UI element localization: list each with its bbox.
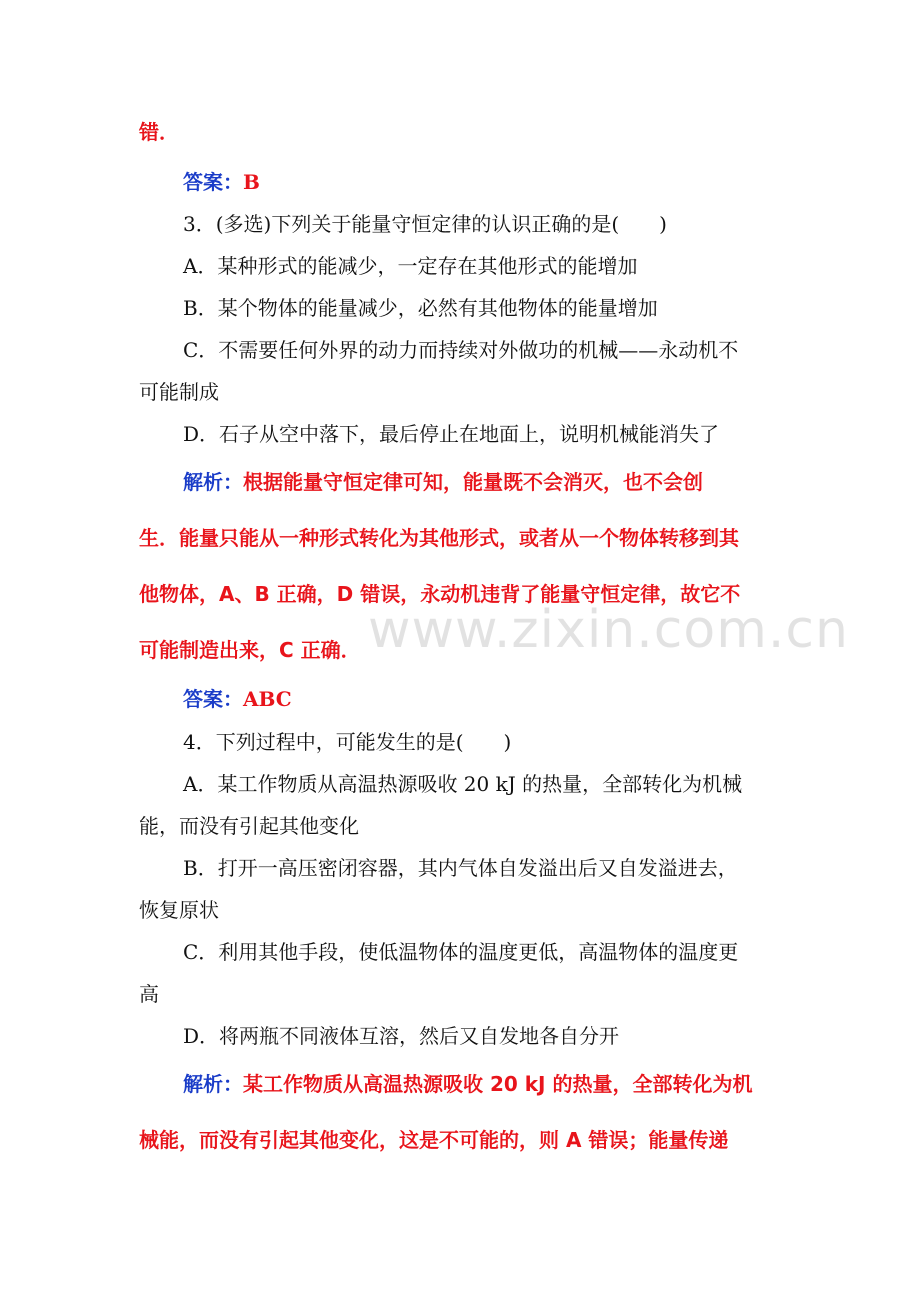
question-4-option-a: A．某工作物质从高温热源吸收 20 kJ 的热量，全部转化为机械 — [183, 772, 743, 796]
explanation-q3-line3: 他物体，A、B 正确，D 错误，永动机违背了能量守恒定律，故它不 — [139, 582, 741, 606]
question-3-option-c-cont: 可能制成 — [139, 380, 219, 404]
explanation-text: 某工作物质从高温热源吸收 20 kJ 的热量，全部转化为机 — [243, 1072, 753, 1096]
answer-value: ABC — [243, 687, 292, 711]
explanation-q4-line1 — [183, 1070, 752, 1098]
explanation-q4-line2: 械能，而没有引起其他变化，这是不可能的，则 A 错误；能量传递 — [139, 1128, 729, 1152]
question-4-option-b: B．打开一高压密闭容器，其内气体自发溢出后又自发溢进去， — [183, 856, 738, 880]
answer-line-q3 — [183, 685, 292, 713]
prev-explanation-tail: 错． — [139, 120, 179, 144]
question-4-option-c-cont: 高 — [139, 982, 159, 1006]
explanation-label: 解析： — [183, 1072, 243, 1096]
question-4-stem: 4．下列过程中，可能发生的是( ) — [183, 730, 512, 754]
answer-label: 答案： — [183, 170, 243, 194]
answer-line-q2 — [183, 168, 260, 196]
explanation-label: 解析： — [183, 470, 243, 494]
question-3-option-c: C．不需要任何外界的动力而持续对外做功的机械——永动机不 — [183, 338, 739, 362]
explanation-text: 根据能量守恒定律可知，能量既不会消灭，也不会创 — [243, 470, 703, 494]
question-3-option-b: B．某个物体的能量减少，必然有其他物体的能量增加 — [183, 296, 658, 320]
watermark: www.zixin.com.cn — [368, 600, 849, 660]
question-4-option-c: C．利用其他手段，使低温物体的温度更低，高温物体的温度更 — [183, 940, 739, 964]
question-4-option-b-cont: 恢复原状 — [139, 898, 219, 922]
question-3-stem: 3．(多选)下列关于能量守恒定律的认识正确的是( ) — [183, 212, 667, 236]
question-4-option-d: D．将两瓶不同液体互溶，然后又自发地各自分开 — [183, 1024, 620, 1048]
answer-value: B — [243, 170, 260, 194]
answer-label: 答案： — [183, 687, 243, 711]
explanation-q3-line4: 可能制造出来，C 正确． — [139, 638, 361, 662]
question-4-option-a-cont: 能，而没有引起其他变化 — [139, 814, 359, 838]
question-3-option-d: D．石子从空中落下，最后停止在地面上，说明机械能消失了 — [183, 422, 720, 446]
explanation-q3-line2: 生．能量只能从一种形式转化为其他形式，或者从一个物体转移到其 — [139, 526, 739, 550]
question-3-option-a: A．某种形式的能减少，一定存在其他形式的能增加 — [183, 254, 638, 278]
explanation-q3-line1 — [183, 468, 703, 496]
